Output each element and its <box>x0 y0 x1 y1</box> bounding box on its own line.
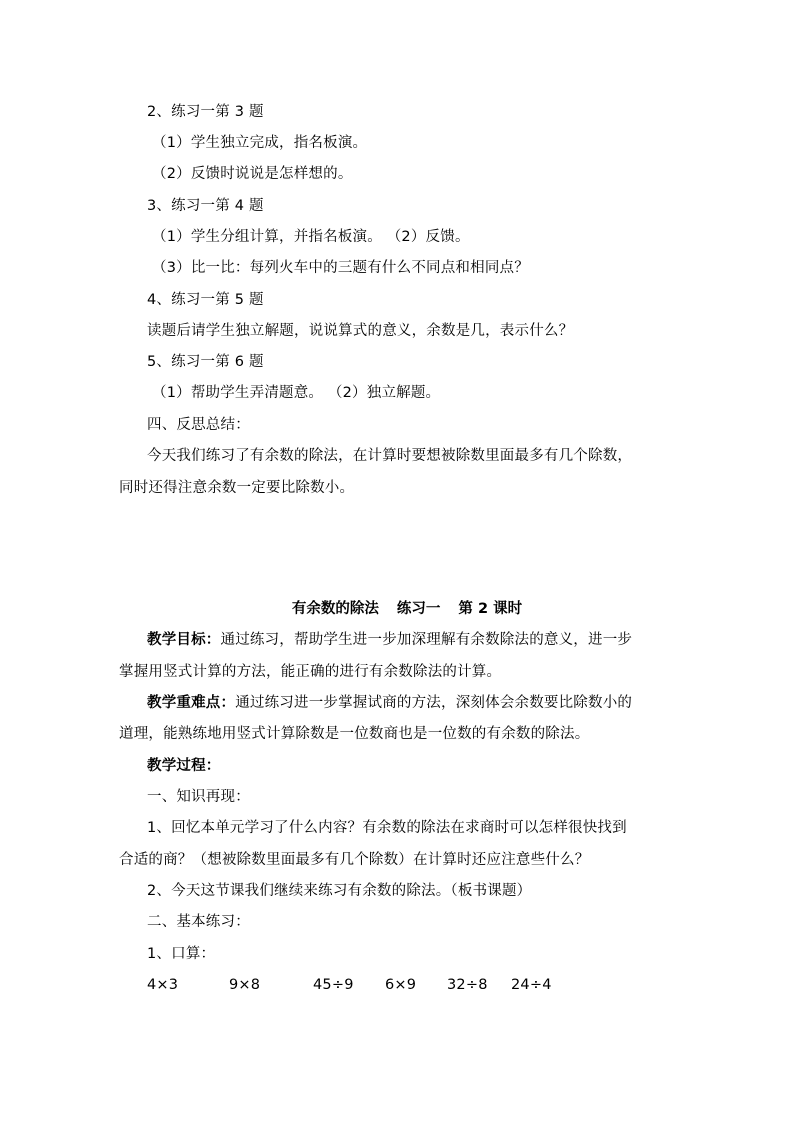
mental-math-problems <box>147 976 707 994</box>
paragraph: 今天我们练习了有余数的除法，在计算时要想被除数里面最多有几个除数， <box>147 448 633 464</box>
paragraph: 2、今天这节课我们继续来练习有余数的除法。（板书课题） <box>147 883 532 899</box>
teaching-process-label: 教学过程： <box>147 758 221 774</box>
title-part-c: 第 2 课时 <box>458 601 523 617</box>
lesson-title <box>0 600 794 618</box>
teaching-goal-text: 通过练习，帮助学生进一步加深理解有余数除法的意义，进一步 <box>220 632 633 648</box>
paragraph: 道理，能熟练地用竖式计算除数是一位数商也是一位数的有余数的除法。 <box>119 726 590 742</box>
paragraph: 读题后请学生独立解题，说说算式的意义，余数是几，表示什么？ <box>147 323 574 339</box>
paragraph: 掌握用竖式计算的方法，能正确的进行有余数除法的计算。 <box>119 664 502 680</box>
exercise-heading-3: 2、练习一第 3 题 <box>147 104 264 120</box>
section-heading-basic-practice: 二、基本练习： <box>147 914 250 930</box>
key-points-label: 教学重难点： <box>147 695 236 711</box>
math-problem: 4×3 <box>147 977 179 993</box>
mental-math-heading: 1、口算： <box>147 946 216 962</box>
math-problem: 9×8 <box>229 977 261 993</box>
exercise-heading-5: 4、练习一第 5 题 <box>147 292 264 308</box>
teaching-goal <box>147 631 707 649</box>
paragraph: （3）比一比：每列火车中的三题有什么不同点和相同点？ <box>152 260 529 276</box>
teaching-key-points <box>147 694 707 712</box>
math-problem: 6×9 <box>385 977 417 993</box>
math-problem: 45÷9 <box>313 977 354 993</box>
paragraph: 1、回忆本单元学习了什么内容？有余数的除法在求商时可以怎样很快找到 <box>147 820 627 836</box>
paragraph: 合适的商？（想被除数里面最多有几个除数）在计算时还应注意些什么？ <box>119 852 590 868</box>
math-problem: 32÷8 <box>447 977 488 993</box>
section-heading-reflection: 四、反思总结： <box>147 417 250 433</box>
exercise-heading-6: 5、练习一第 6 题 <box>147 354 264 370</box>
teaching-goal-label: 教学目标： <box>147 632 221 648</box>
exercise-heading-4: 3、练习一第 4 题 <box>147 198 264 214</box>
paragraph: 同时还得注意余数一定要比除数小。 <box>119 480 355 496</box>
section-heading-review: 一、知识再现： <box>147 789 250 805</box>
title-part-b: 练习一 <box>396 601 441 617</box>
key-points-text: 通过练习进一步掌握试商的方法，深刻体会余数要比除数小的 <box>235 695 633 711</box>
math-problem: 24÷4 <box>511 977 552 993</box>
paragraph: （1）学生分组计算，并指名板演。 （2）反馈。 <box>152 229 470 245</box>
paragraph: （2）反馈时说说是怎样想的。 <box>152 166 353 182</box>
paragraph: （1）帮助学生弄清题意。 （2）独立解题。 <box>152 385 441 401</box>
title-part-a: 有余数的除法 <box>291 601 379 617</box>
paragraph: （1）学生独立完成，指名板演。 <box>152 135 368 151</box>
